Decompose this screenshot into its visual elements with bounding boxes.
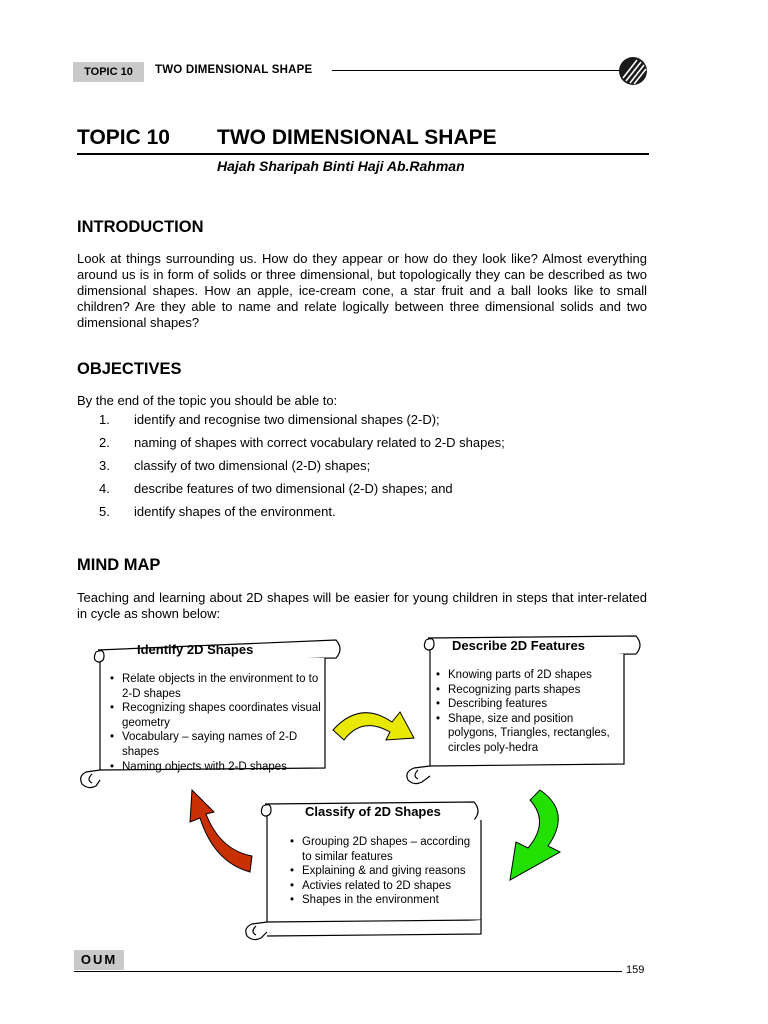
introduction-heading: INTRODUCTION [77, 218, 204, 236]
running-title: TWO DIMENSIONAL SHAPE [155, 64, 313, 76]
list-item: • Recognizing shapes coordinates visual geometry [110, 701, 322, 730]
author: Hajah Sharipah Binti Haji Ab.Rahman [217, 158, 465, 174]
list-item: • Shape, size and position polygons, Triangles, rectangles, circles poly-hedra [436, 712, 621, 756]
objectives-heading: OBJECTIVES [77, 360, 182, 378]
page-number: 159 [626, 964, 645, 976]
introduction-text: Look at things surrounding us. How do they appear or how do they look like? Almost everything around us is in form of solids or three dimensional, but topologically they can be described as two dimensional shapes. How an apple, ice-cream cone, a star fruit and a ball looks like to small children? Are they able to name and relate logically between three dimensional solids and two dimensional shapes? [77, 251, 647, 330]
mind-map-intro: Teaching and learning about 2D shapes will be easier for young children in steps that inter-related in cycle as shown below: [77, 590, 647, 621]
list-item: • Activies related to 2D shapes [290, 879, 475, 894]
list-item: • Naming objects with 2-D shapes [110, 760, 322, 775]
list-item: • Vocabulary – saying names of 2-D shapes [110, 730, 322, 759]
objectives-lead: By the end of the topic you should be able to: [77, 393, 338, 408]
arrow-identify-to-describe [333, 712, 414, 740]
identify-list [110, 672, 322, 774]
describe-list [436, 668, 621, 756]
topic-badge: TOPIC 10 [73, 62, 144, 82]
topic-number: TOPIC 10 [77, 126, 170, 149]
list-item: • Describing features [436, 697, 621, 712]
classify-title: Classify of 2D Shapes [305, 804, 441, 819]
mind-map-heading: MIND MAP [77, 556, 161, 574]
objective-item: 2. naming of shapes with correct vocabulary related to 2-D shapes; [99, 435, 505, 450]
list-item: • Knowing parts of 2D shapes [436, 668, 621, 683]
objective-item: 3. classify of two dimensional (2-D) shapes; [99, 458, 371, 473]
identify-title: Identify 2D Shapes [137, 642, 254, 657]
classify-list [290, 835, 475, 908]
list-item: • Explaining & and giving reasons [290, 864, 475, 879]
topic-title: TWO DIMENSIONAL SHAPE [217, 126, 497, 149]
list-item: • Grouping 2D shapes – according to similar features [290, 835, 475, 864]
describe-title: Describe 2D Features [452, 638, 585, 653]
arrow-classify-to-identify [190, 790, 252, 872]
objective-item: 5. identify shapes of the environment. [99, 504, 336, 519]
list-item: • Relate objects in the environment to to 2-D shapes [110, 672, 322, 701]
footer-rule [74, 971, 622, 972]
objective-item: 4. describe features of two dimensional (2-D) shapes; and [99, 481, 453, 496]
objective-item: 1. identify and recognise two dimensional shapes (2-D); [99, 412, 440, 427]
arrow-describe-to-classify [510, 790, 560, 880]
oum-badge: OUM [74, 950, 124, 970]
list-item: • Shapes in the environment [290, 893, 475, 908]
list-item: • Recognizing parts shapes [436, 683, 621, 698]
